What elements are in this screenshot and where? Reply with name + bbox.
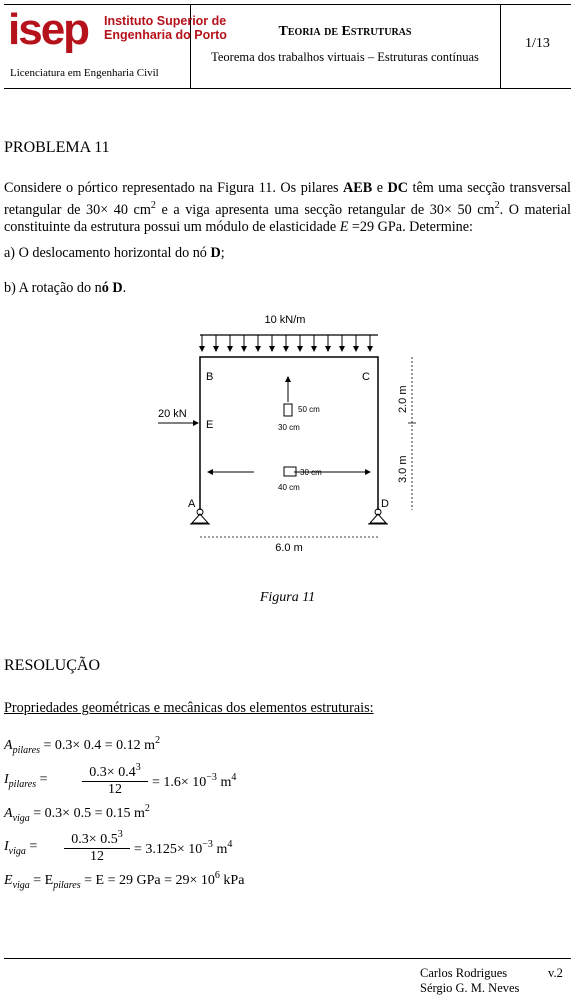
question-b xyxy=(4,280,571,297)
header-bottom-rule xyxy=(4,88,571,89)
beam-section-width: 30 cm xyxy=(278,423,300,432)
column-dc: DC xyxy=(387,180,409,196)
version-label: v.2 xyxy=(548,966,563,980)
author-name: Sérgio G. M. Neves xyxy=(420,981,520,995)
exponent: −3 xyxy=(206,772,217,783)
text: = E xyxy=(33,873,54,888)
denominator: 12 xyxy=(90,849,104,864)
numerator: 0.3× 0.5 xyxy=(71,832,118,847)
subscript: pilares xyxy=(53,880,81,891)
superscript: 3 xyxy=(135,762,141,773)
superscript: 2 xyxy=(144,803,150,814)
node-ref: D xyxy=(210,245,221,261)
node-a-label: A xyxy=(188,498,196,510)
equation-area-columns xyxy=(4,735,160,756)
text: e xyxy=(372,180,388,196)
logo-line-2: Engenharia do Porto xyxy=(104,28,227,42)
document-subtitle: Teorema dos trabalhos virtuais – Estruturas contínuas xyxy=(211,50,479,64)
symbol: A xyxy=(4,806,13,821)
rhs: = 1.6× 10 xyxy=(152,775,207,790)
rhs: = 0.3× 0.5 = 0.15 m xyxy=(33,806,145,821)
symbol: E xyxy=(4,873,13,888)
page-number: 1/13 xyxy=(525,36,550,51)
question-a xyxy=(4,245,571,262)
problem-title: PROBLEMA 11 xyxy=(4,139,110,156)
subscript: pilares xyxy=(12,745,40,756)
subscript: viga xyxy=(8,846,26,857)
column-section-height: 30 cm xyxy=(300,468,322,477)
text: . xyxy=(122,280,127,296)
pin-support-a xyxy=(190,509,210,524)
symbol: A xyxy=(4,738,13,753)
node-ref: ó D xyxy=(101,280,123,296)
exponent: 6 xyxy=(214,870,220,881)
course-name: Licenciatura em Engenharia Civil xyxy=(10,67,159,79)
text: têm uma secção transversal retangular de 30× 40 cm xyxy=(4,180,571,218)
text: ; xyxy=(220,245,225,261)
rhs: = 3.125× 10 xyxy=(134,842,203,857)
rhs: = 0.3× 0.4 = 0.12 m xyxy=(43,738,156,753)
exponent: −3 xyxy=(202,839,213,850)
subscript: viga xyxy=(12,813,30,824)
superscript: 4 xyxy=(231,772,237,783)
node-e-label: E xyxy=(206,419,214,431)
symbol: I xyxy=(4,839,9,854)
symbol: I xyxy=(4,772,9,787)
text: b) A rotação do n xyxy=(4,280,102,296)
beam-section-height: 50 cm xyxy=(298,405,320,414)
logo-line-1: Instituto Superior de xyxy=(104,14,227,28)
unit: m xyxy=(216,842,228,857)
author-name: Carlos Rodrigues xyxy=(420,966,508,980)
properties-heading: Propriedades geométricas e mecânicas dos elementos estruturais: xyxy=(4,700,374,716)
text: e a viga apresenta uma secção retangular de 30× 50 cm xyxy=(155,202,495,218)
numerator: 0.3× 0.4 xyxy=(89,765,136,780)
node-c-label: C xyxy=(362,371,370,383)
frame-diagram xyxy=(130,305,440,570)
column-section-width: 40 cm xyxy=(278,483,300,492)
equation-elasticity xyxy=(4,870,244,891)
superscript: 4 xyxy=(227,839,233,850)
text: Considere o pórtico representado na Figura 11. Os pilares xyxy=(4,180,344,196)
superscript: 2 xyxy=(155,735,161,746)
isep-logo: isep xyxy=(8,5,89,54)
beam-section-rect xyxy=(284,404,292,416)
denominator: 12 xyxy=(108,782,122,797)
subscript: pilares xyxy=(8,779,37,790)
column-aeb: AEB xyxy=(343,180,373,196)
pin-support-d xyxy=(368,509,388,524)
unit: kPa xyxy=(223,873,245,888)
resolution-title: RESOLUÇÃO xyxy=(4,657,101,674)
point-force-label: 20 kN xyxy=(158,408,187,420)
unit: m xyxy=(220,775,232,790)
symbol-e: E xyxy=(339,219,349,235)
figure-caption: Figura 11 xyxy=(259,590,316,605)
footer-rule xyxy=(4,958,571,959)
rhs: = E = 29 GPa = 29× 10 xyxy=(84,873,215,888)
equation-area-beam xyxy=(4,803,150,824)
width-dimension-label: 6.0 m xyxy=(275,542,303,554)
distributed-load-label: 10 kN/m xyxy=(264,314,306,326)
node-b-label: B xyxy=(206,371,214,383)
document-title: Teoria de Estruturas xyxy=(278,24,412,39)
superscript: 2 xyxy=(150,200,156,211)
text: . O material constituinte da estrutura possui um módulo de elasticidade xyxy=(4,202,571,235)
problem-statement xyxy=(4,180,571,236)
superscript: 2 xyxy=(494,200,500,211)
lower-height-label: 3.0 m xyxy=(397,455,409,483)
text: a) O deslocamento horizontal do nó xyxy=(4,245,211,261)
header-top-rule xyxy=(4,4,571,5)
subscript: viga xyxy=(12,880,30,891)
text: =29 GPa. Determine: xyxy=(348,219,474,235)
node-d-label: D xyxy=(381,498,389,510)
upper-height-label: 2.0 m xyxy=(397,385,409,413)
load-arrows xyxy=(202,335,370,351)
superscript: 3 xyxy=(117,829,123,840)
